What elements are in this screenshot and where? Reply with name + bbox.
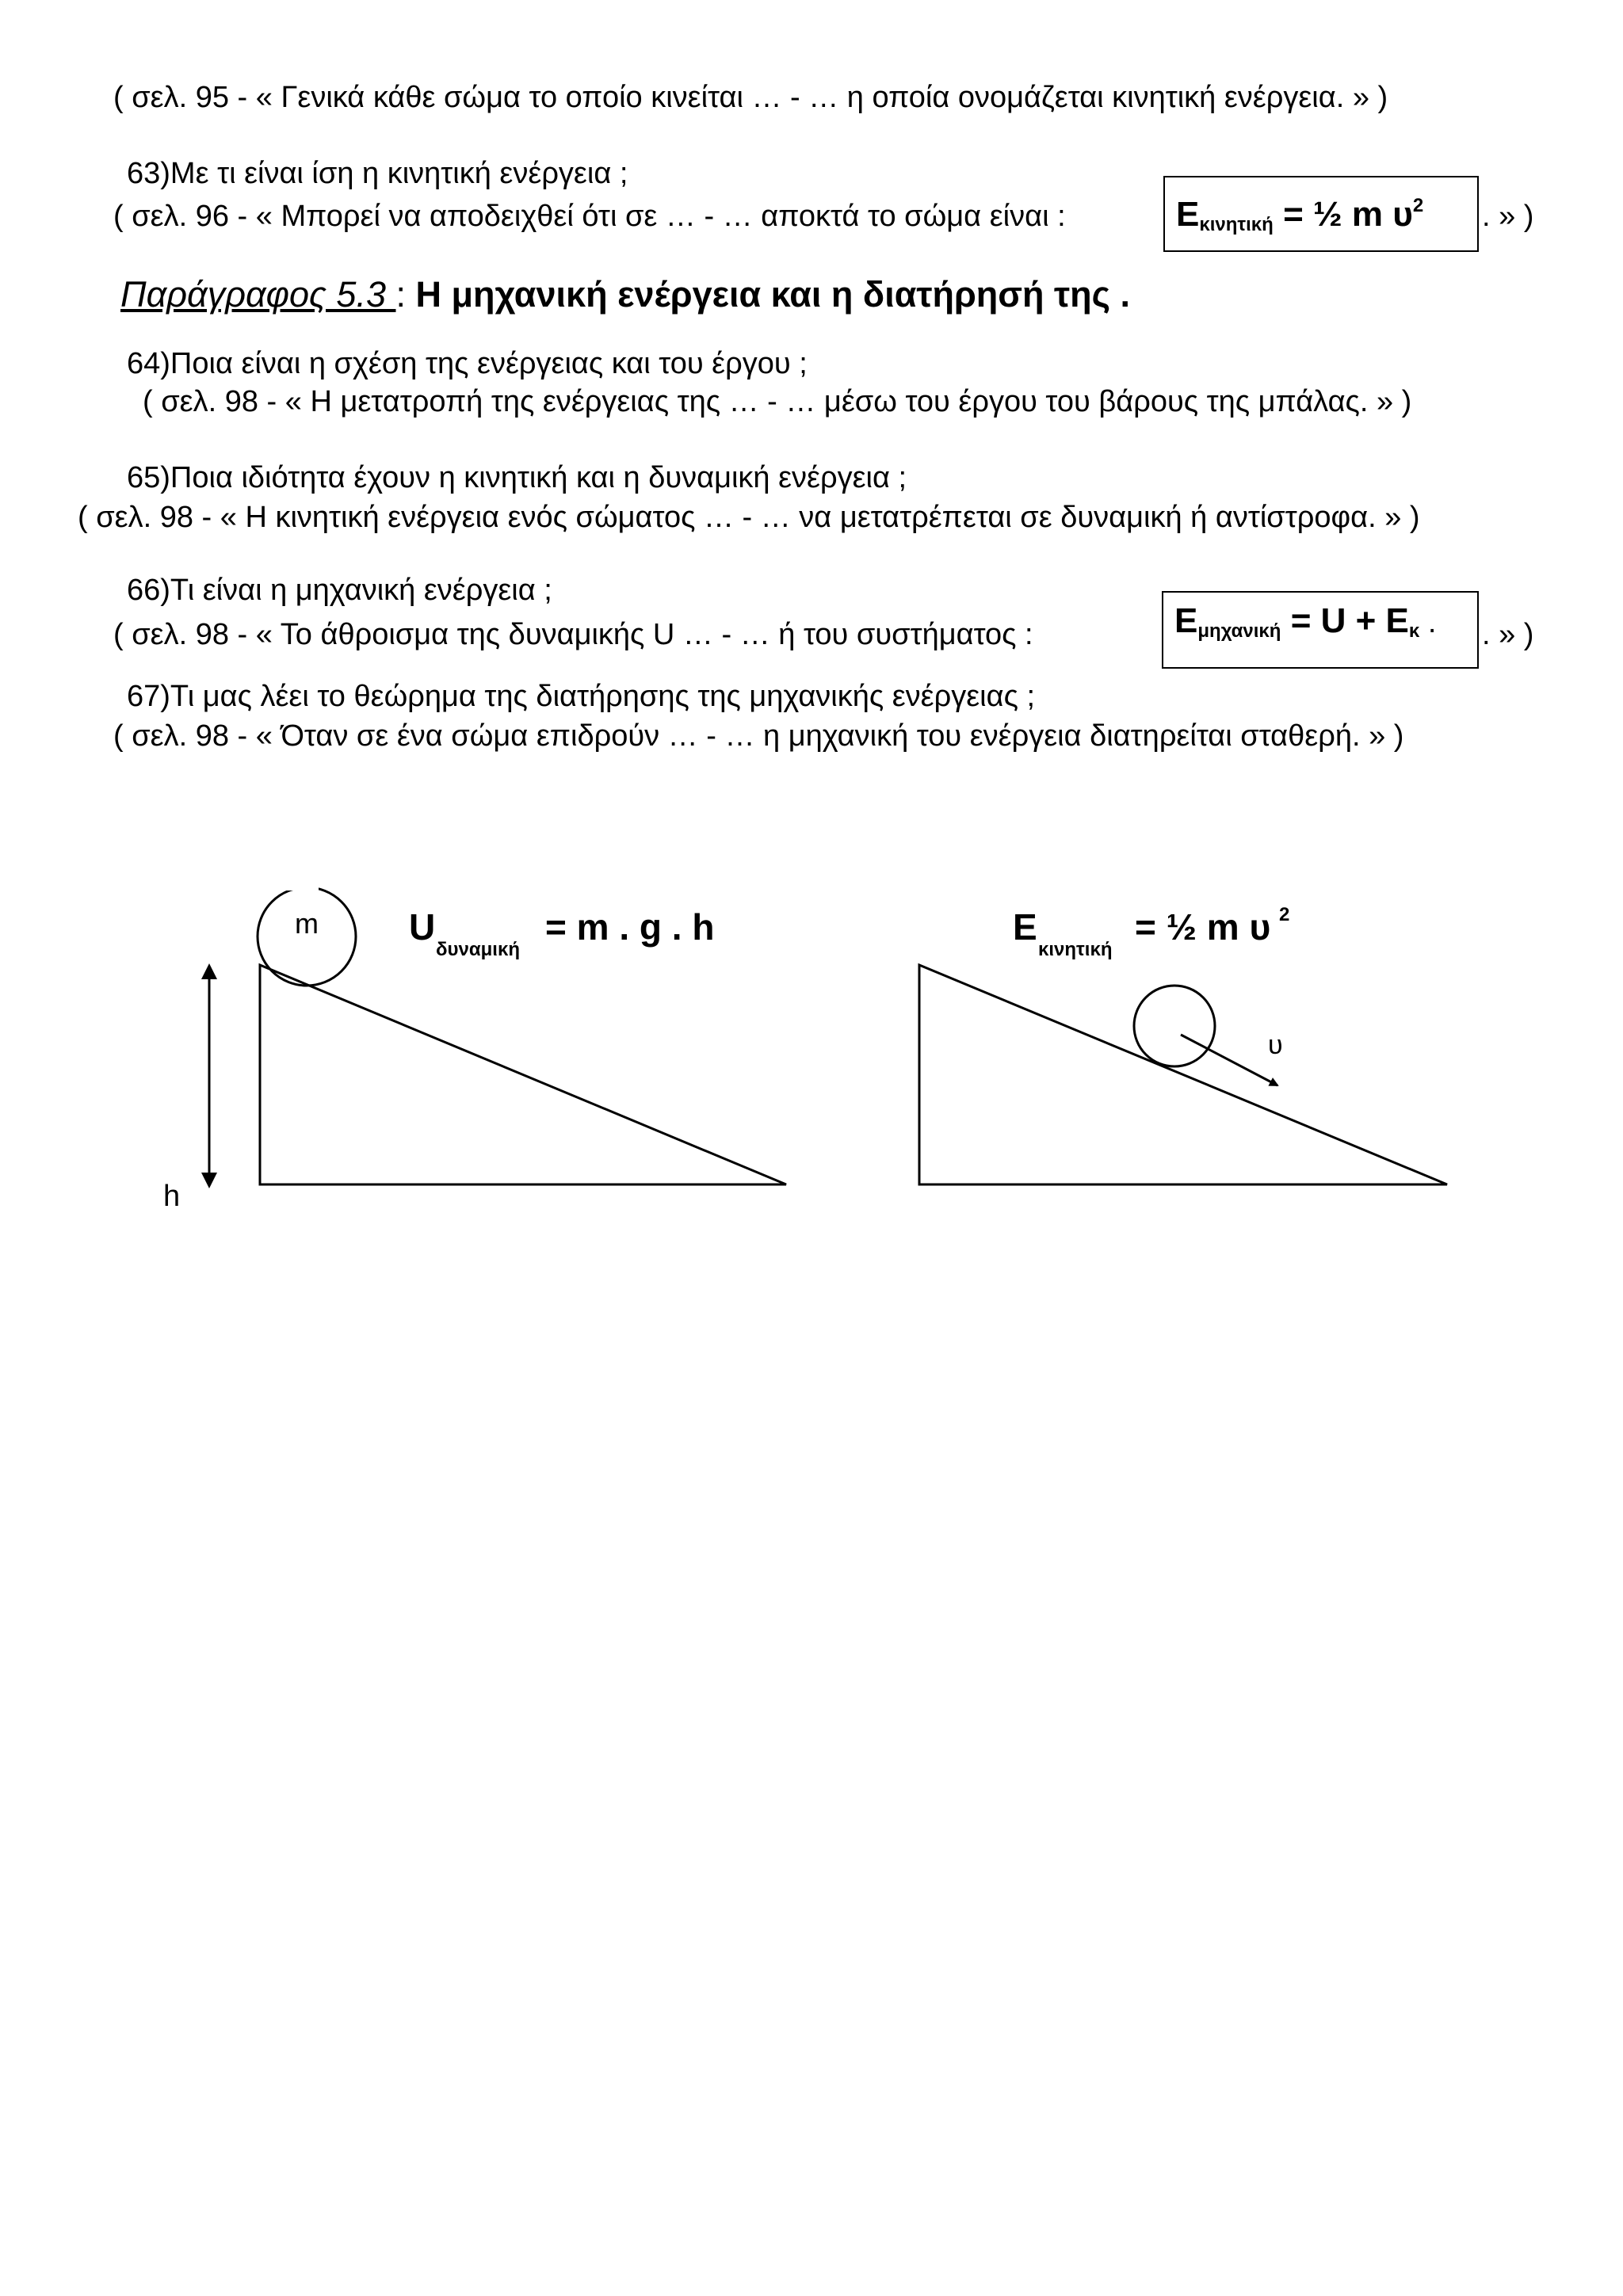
question-66: 66)Τι είναι η μηχανική ενέργεια ; bbox=[127, 574, 552, 607]
formula-rest: = ½ m υ bbox=[1273, 195, 1413, 234]
section-title: Η μηχανική ενέργεια και η διατήρησή της . bbox=[415, 274, 1131, 315]
formula-symbol: E bbox=[1176, 195, 1200, 234]
question-64: 64)Ποια είναι η σχέση της ενέργειας και του έργου ; bbox=[127, 347, 808, 380]
potential-formula bbox=[409, 906, 435, 948]
mass-label: m bbox=[295, 907, 319, 940]
question-66-end: . » ) bbox=[1482, 618, 1534, 651]
question-63-ref: ( σελ. 96 - « Μπορεί να αποδειχθεί ότι σε … - … αποκτά το σώμα είναι : bbox=[113, 200, 1066, 233]
question-64-ref: ( σελ. 98 - « Η μετατροπή της ενέργειας της … - … μέσω του έργου του βάρους της μπάλας. » ) bbox=[143, 385, 1412, 418]
right-incline bbox=[919, 965, 1447, 1184]
question-67-ref: ( σελ. 98 - « Όταν σε ένα σώμα επιδρούν … - … η μηχανική του ενέργεια διατηρείται σταθερή. » ) bbox=[113, 719, 1404, 753]
potential-formula-symbol: U bbox=[409, 906, 436, 948]
formula-subscript: κινητική bbox=[1199, 214, 1274, 235]
question-67: 67)Τι μας λέει το θεώρημα της διατήρησης της μηχανικής ενέργειας ; bbox=[127, 680, 1036, 713]
question-65: 65)Ποια ιδιότητα έχουν η κινητική και η δυναμική ενέργεια ; bbox=[127, 461, 907, 494]
left-incline bbox=[260, 965, 786, 1184]
section-number: Παράγραφος 5.3 bbox=[120, 274, 396, 315]
kinetic-formula-symbol: E bbox=[1013, 906, 1037, 948]
right-mass-ball bbox=[1134, 986, 1215, 1066]
kinetic-formula-superscript: 2 bbox=[1279, 904, 1290, 925]
potential-formula-rest: = m . g . h bbox=[545, 906, 715, 948]
question-66-ref: ( σελ. 98 - « Το άθροισμα της δυναμικής U … - … ή του συστήματος : bbox=[113, 618, 1033, 651]
formula-subscript-k: κ bbox=[1408, 620, 1420, 642]
potential-energy-diagram bbox=[163, 886, 786, 1213]
question-65-ref: ( σελ. 98 - « Η κινητική ενέργεια ενός σώματος … - … να μετατρέπεται σε δυναμική ή αντίστροφα. » ) bbox=[78, 501, 1420, 534]
height-label: h bbox=[163, 1180, 181, 1213]
page-ref-line: ( σελ. 95 - « Γενικά κάθε σώμα το οποίο κινείται … - … η οποία ονομάζεται κινητική ενέργεια. » ) bbox=[113, 81, 1388, 114]
potential-formula-subscript: δυναμική bbox=[436, 939, 521, 960]
kinetic-formula-subscript: κινητική bbox=[1038, 939, 1113, 960]
question-63: 63)Με τι είναι ίση η κινητική ενέργεια ; bbox=[127, 157, 628, 190]
formula-symbol: E bbox=[1174, 601, 1198, 640]
ball-top-mask bbox=[274, 886, 319, 891]
velocity-label: υ bbox=[1268, 1030, 1283, 1060]
formula-tail: . bbox=[1419, 606, 1437, 639]
height-arrow-bottom bbox=[201, 1173, 217, 1188]
formula-superscript: 2 bbox=[1412, 195, 1424, 216]
formula-subscript: μηχανική bbox=[1197, 620, 1281, 642]
kinetic-formula-rest: = ½ m υ bbox=[1135, 906, 1271, 948]
height-arrow-top bbox=[201, 963, 217, 979]
section-separator: : bbox=[395, 274, 416, 315]
kinetic-energy-diagram bbox=[919, 904, 1447, 1184]
question-63-end: . » ) bbox=[1482, 200, 1534, 233]
formula-rest: = U + E bbox=[1281, 601, 1409, 640]
